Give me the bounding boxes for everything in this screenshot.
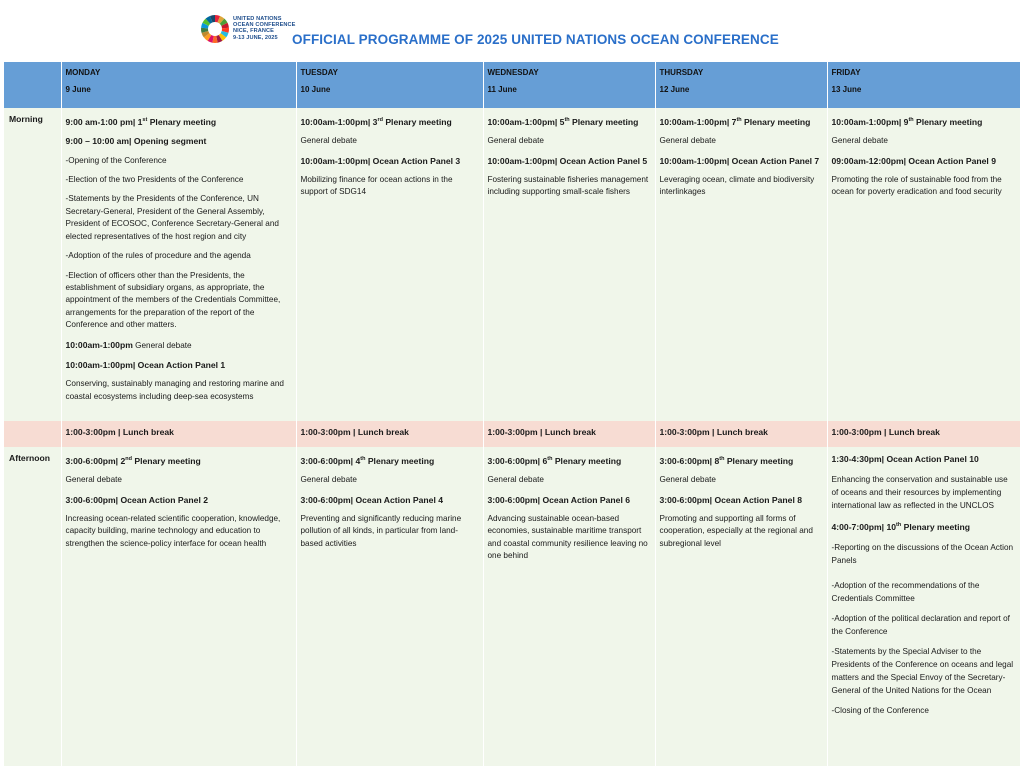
lunch-cell — [296, 421, 483, 447]
cell-friday-morning — [827, 108, 1020, 421]
session-title: 09:00am-12:00pm| Ocean Action Panel 9 — [831, 155, 996, 166]
lunch-cell — [483, 421, 655, 447]
agenda-item: -Opening of the Conference — [65, 155, 167, 165]
afternoon-row — [4, 447, 1020, 766]
agenda-item: -Statements by the Presidents of the Conference, UN Secretary-General, President of the General Assembly, President of ECOSOC, Conference Secretary-General and elected representatives of the host region and city — [65, 194, 279, 241]
lunch-row — [4, 421, 1020, 447]
session-description: General debate — [487, 136, 544, 146]
session-description: General debate — [300, 136, 357, 146]
lunch-cell — [61, 421, 296, 447]
session-title: 10:00am-1:00pm| Ocean Action Panel 3 — [300, 155, 461, 166]
agenda-item: -Election of the two Presidents of the Conference — [65, 175, 244, 185]
agenda-item: -Adoption of the rules of procedure and the agenda — [65, 251, 251, 261]
logo-line: OCEAN CONFERENCE — [233, 22, 296, 29]
header-thursday — [655, 62, 827, 108]
logo-line: NICE, FRANCE — [233, 28, 274, 35]
page-title: OFFICIAL PROGRAMME OF 2025 UNITED NATIONS OCEAN CONFERENCE — [292, 32, 779, 47]
session-title: 3:00-6:00pm| Ocean Action Panel 4 — [300, 494, 444, 505]
session-title: 9:00 am-1:00 pm| 1st Plenary meeting — [65, 116, 217, 127]
lunch-break: 1:00-3:00pm | Lunch break — [487, 427, 596, 437]
session-description: Leveraging ocean, climate and biodiversity interlinkages — [659, 175, 815, 197]
agenda-item: -Reporting on the discussions of the Ocean Action Panels — [831, 542, 1014, 565]
session-title: 3:00-6:00pm| 2nd Plenary meeting — [65, 455, 201, 466]
session-title: 9:00 – 10:00 am| Opening segment — [65, 136, 207, 147]
agenda-item: -Closing of the Conference — [831, 705, 929, 715]
session-description: General debate — [659, 475, 716, 485]
row-label: Afternoon — [9, 453, 51, 463]
day-date: 12 June — [659, 85, 690, 94]
cell-wednesday-afternoon — [483, 447, 655, 766]
programme-table — [4, 62, 1021, 766]
session-description: Advancing sustainable ocean-based economies, sustainable maritime transport and coastal community resilience leaving no one behind — [487, 514, 648, 561]
day-name: TUESDAY — [300, 68, 338, 77]
session-description: Promoting and supporting all forms of cooperation, especially at the regional and subregional level — [659, 514, 813, 548]
session-description: General debate — [65, 475, 122, 485]
session-title: 3:00-6:00pm| Ocean Action Panel 6 — [487, 494, 631, 505]
session-title: 10:00am-1:00pm| Ocean Action Panel 1 — [65, 359, 226, 370]
session-title: 10:00am-1:00pm| Ocean Action Panel 7 — [659, 155, 820, 166]
session-description: General debate — [300, 475, 357, 485]
session-title: 10:00am-1:00pm| Ocean Action Panel 5 — [487, 155, 648, 166]
session-title: 3:00-6:00pm| Ocean Action Panel 8 — [659, 494, 803, 505]
row-label-afternoon — [4, 447, 61, 766]
cell-monday-morning — [61, 108, 296, 421]
cell-friday-afternoon — [827, 447, 1020, 766]
logo-line: UNITED NATIONS — [233, 16, 282, 22]
session-description: Increasing ocean-related scientific cooperation, knowledge, capacity building, marine technology and education to strengthen the science-policy interface for ocean health — [65, 514, 281, 548]
cell-monday-afternoon — [61, 447, 296, 766]
session-description: Mobilizing finance for ocean actions in the support of SDG14 — [300, 175, 453, 197]
lunch-break: 1:00-3:00pm | Lunch break — [659, 427, 768, 437]
session-description: Conserving, sustainably managing and restoring marine and coastal ecosystems including deep-sea ecosystems — [65, 379, 284, 401]
session-description: Preventing and significantly reducing marine pollution of all kinds, in particular from land-based activities — [300, 514, 462, 548]
session-description: Enhancing the conservation and sustainable use of oceans and their resources by implementing international law as reflected in the UNCLOS — [831, 475, 1008, 510]
page-header — [0, 0, 1024, 62]
header-wednesday — [483, 62, 655, 108]
cell-tuesday-afternoon — [296, 447, 483, 766]
session-title: 3:00-6:00pm| 6th Plenary meeting — [487, 455, 622, 466]
session-title: 10:00am-1:00pm| 5th Plenary meeting — [487, 116, 639, 127]
session-title: 3:00-6:00pm| Ocean Action Panel 2 — [65, 494, 209, 505]
session-description: Promoting the role of sustainable food from the ocean for poverty eradication and food security — [831, 175, 1002, 197]
lunch-cell — [827, 421, 1020, 447]
agenda-item: -Adoption of the political declaration and report of the Conference — [831, 613, 1010, 636]
cell-thursday-afternoon — [655, 447, 827, 766]
cell-wednesday-morning — [483, 108, 655, 421]
session-title: 10:00am-1:00pm| 3rd Plenary meeting — [300, 116, 452, 127]
row-label-morning — [4, 108, 61, 421]
session-description: General debate — [831, 136, 888, 146]
sdg-wheel-logo-icon — [200, 14, 230, 44]
day-name: WEDNESDAY — [487, 68, 539, 77]
session-title: 3:00-6:00pm| 4th Plenary meeting — [300, 455, 435, 466]
session-title: 3:00-6:00pm| 8th Plenary meeting — [659, 455, 794, 466]
agenda-item: -Election of officers other than the Presidents, the establishment of subsidiary organs, as appropriate, the appointment of the members of the Credentials Committee, arrangements for the preparation of the report of the Conference and other matters. — [65, 270, 281, 330]
cell-thursday-morning — [655, 108, 827, 421]
session-title: 1:30-4:30pm| Ocean Action Panel 10 — [831, 454, 979, 464]
morning-row — [4, 108, 1020, 421]
header-monday — [61, 62, 296, 108]
session-title: 4:00-7:00pm| 10th Plenary meeting — [831, 521, 970, 532]
day-date: 10 June — [300, 85, 331, 94]
lunch-break: 1:00-3:00pm | Lunch break — [65, 427, 174, 437]
day-name: MONDAY — [65, 68, 101, 77]
session-description: Fostering sustainable fisheries management including supporting small-scale fishers — [487, 175, 649, 197]
agenda-item: -Adoption of the recommendations of the Credentials Committee — [831, 580, 980, 603]
lunch-break: 1:00-3:00pm | Lunch break — [831, 427, 940, 437]
cell-tuesday-morning — [296, 108, 483, 421]
day-date: 11 June — [487, 85, 517, 94]
logo-text — [233, 16, 296, 41]
header-corner — [4, 62, 61, 108]
row-label: Morning — [9, 114, 43, 124]
header-tuesday — [296, 62, 483, 108]
lunch-row-label — [4, 421, 61, 447]
day-date: 13 June — [831, 85, 862, 94]
lunch-break: 1:00-3:00pm | Lunch break — [300, 427, 409, 437]
logo-line: 9-13 JUNE, 2025 — [233, 34, 278, 41]
debate-label: General debate — [132, 340, 192, 350]
day-name: FRIDAY — [831, 68, 861, 77]
session-title — [66, 339, 292, 352]
agenda-item: -Statements by the Special Adviser to the Presidents of the Conference on oceans and legal matters and the Special Envoy of the Secretary-General of the United Nations for the Ocean — [831, 646, 1014, 695]
table-header-row — [4, 62, 1020, 108]
day-name: THURSDAY — [659, 68, 704, 77]
session-title: 10:00am-1:00pm| 9th Plenary meeting — [831, 116, 983, 127]
session-title: 10:00am-1:00pm| 7th Plenary meeting — [659, 116, 811, 127]
debate-time: 10:00am-1:00pm — [65, 339, 133, 350]
day-date: 9 June — [65, 85, 91, 94]
session-description: General debate — [659, 136, 716, 146]
header-friday — [827, 62, 1020, 108]
session-description: General debate — [487, 475, 544, 485]
lunch-cell — [655, 421, 827, 447]
